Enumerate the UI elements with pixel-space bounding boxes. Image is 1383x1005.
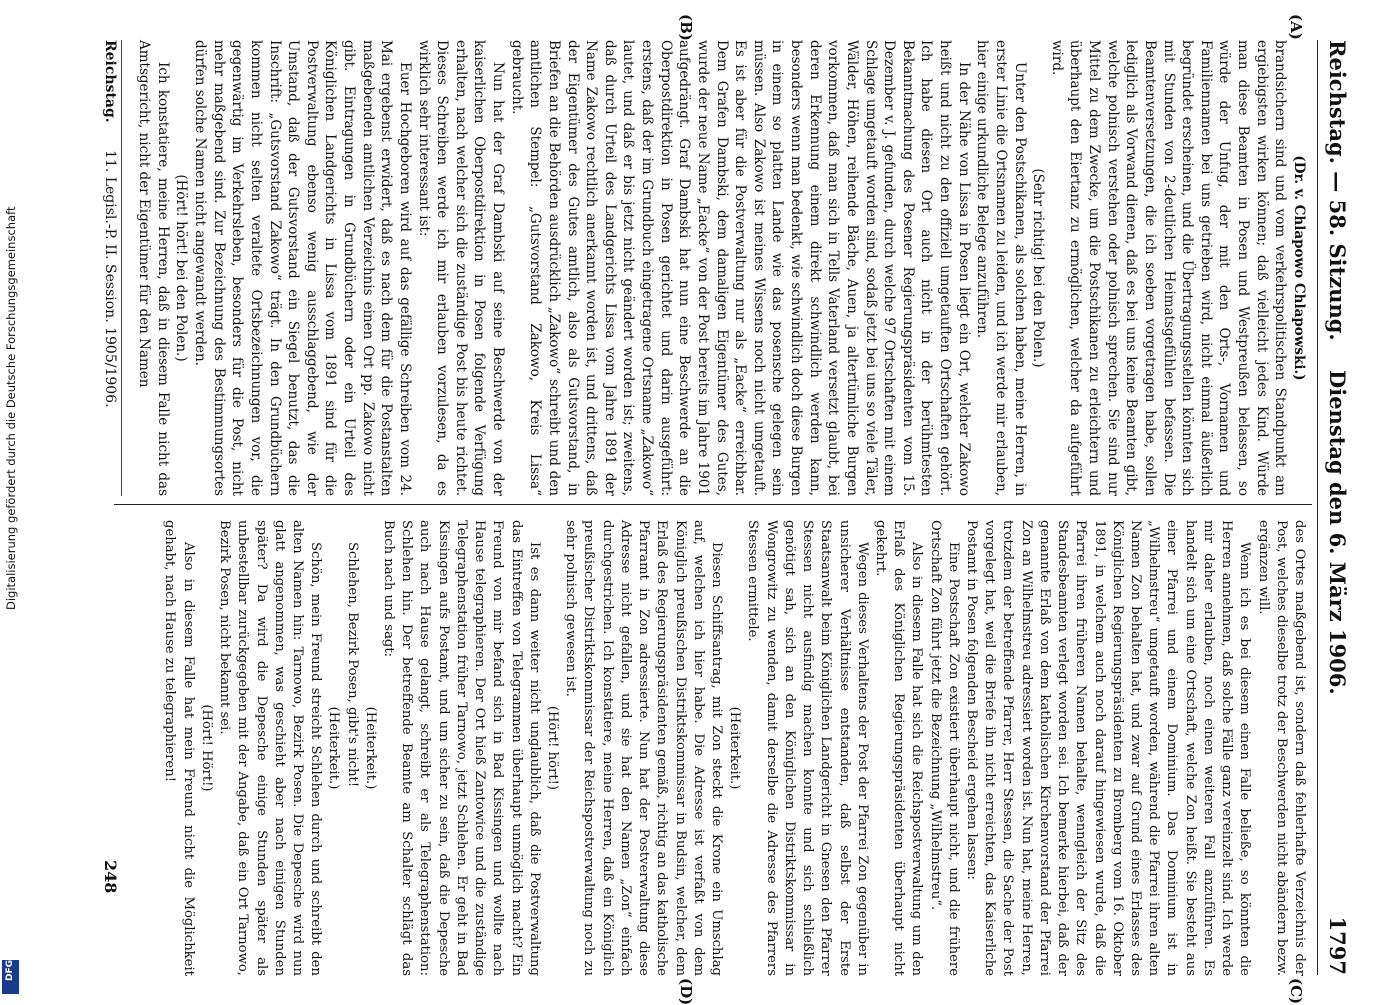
running-head [1317, 40, 1352, 975]
footer [99, 40, 122, 496]
paragraph: Schlehen, Bezirk Posen, gibt's nicht! [344, 542, 360, 788]
interjection: (Heiterkeit.) [362, 706, 378, 790]
speaker-line: (Dr. v. Chlapowo Chlapowski.) [1291, 155, 1307, 381]
interjection: (Hört! hört! bei den Polen.) [173, 174, 190, 362]
column-divider [114, 504, 1312, 505]
quoted-paragraph: Euer Hochgeboren wird auf das gefällige Schreiben vom 24. Mai ergebenst erwidert, daß es nach dem für die Postanstalten maßgebenden amtlichen Verzeichnis einen Ort pp. Zakowo nicht gibt. Eintragungen in Grundbüchern oder ein Urteil des Königlichen Landgerichts in Lissa vom 1891 sind für die Postverwaltung ebenso wenig ausschlaggebend, wie der Umstand, daß der Gutsvorstand ein Siegel benutzt, das die Inschrift: „Gutsvorstand Zakowo“ trägt. In den Grundbüchern kommen nicht selten veraltete Ortsbezeichnungen vor, die gegenwärtig im Verkehrsleben, besonders für die Post, nicht mehr maßgebend sind. Zur Bezeichnung des Bestimmungsortes dürfen solche Namen nicht angewandt werden. [192, 40, 413, 496]
header-left: Reichstag. — 58. Sitzung. [1325, 40, 1350, 341]
interjection: (Hört! Hört!) [198, 704, 214, 792]
quoted-paragraph: Eine Postschaft Zon existiert überhaupt nicht, und die frühere Ortschaft Zon führt jetzt die Bezeichnung „Wilhelmstreu“. [927, 520, 961, 976]
margin-mark-d: (D) [677, 978, 695, 1005]
margin-mark-c: (C) [1287, 978, 1305, 1005]
paragraph: Wegen dieses Verhaltens der Post der Pfarrei Zon gegenüber in unsicherer Verhältnisse entstanden, daß selbst der Erste Staatsanwalt beim Königlichen Landgericht in Gnesen den Pfarrer Stessen nicht ausfindig machen konnte und sich schließlich genötigt sah, sich an den Königlichen Distriktskommissar in Wongrowitz zu wenden, damit derselbe die Adresse des Pfarrers Stessen ermittele. [745, 520, 870, 976]
scanned-page [85, 0, 1360, 1005]
margin-mark-a: (A) [1287, 14, 1305, 40]
header-page-label: 1797 [1325, 916, 1350, 975]
interjection: (Heiterkeit.) [326, 706, 342, 790]
header-date: Dienstag den 6. März 1906. [1325, 370, 1350, 695]
paragraph: Also in diesem Falle hat sich die Reichspostverwaltung um den Erlaß des Königlichen Regierungspräsidenten überhaupt nicht gekehrt. [872, 520, 925, 976]
digitization-note-text: Digitalisierung gefördert durch die Deutsche Forschungsgemeinschaft [4, 206, 18, 610]
interjection: (Hört! hört!) [545, 705, 561, 791]
paragraph: Schön, mein Freund streicht Schlehen durch und schreibt den alten Namen hin: Tarnowo, Bezirk Posen. Die Depesche wird nun glatt angenommen, was geschieht aber nach einigen Stunden später? Da wird die Depesche einige Stunden später als unbestellbar zurückgegeben mit der Angabe, daß ein Ort Tarnowo, Bezirk Posen, nicht bekannt sei. [217, 520, 324, 976]
paragraph: Ist es dann weiter nicht unglaublich, daß die Postverwaltung das Eintreffen von Telegrammen überhaupt unmöglich macht? Ein Freund von mir befand sich in Bad Kissingen und wollte nach Hause telegraphieren. Der Ort hieß Zantowice und die zuständige Telegraphenstation früher Tarnowo, jetzt Schlehen. Er geht in Bad Kissingen aufs Postamt, und um sicher zu sein, daß die Depesche auch nach Hause gelangt, schreibt er als Telegraphenstation: Schlehen hin. Der betreffende Beamte am Schalter schlägt das Buch nach und sagt: [381, 520, 542, 976]
interjection: (Sehr richtig! bei den Polen.) [1030, 168, 1047, 368]
paragraph: Diesen Schiffsantrag, mit Zon steckt die Krone ein Umschlag auf, welchen ich hier habe. Die Adresse ist verfaßt von dem Königlich preußischen Distriktskommissar in Budsin, welcher, dem Erlaß des Regierungspräsidenten gemäß, richtig an das katholische Pfarramt in Zon adressierte. Nun hat der Postverwaltung diese Adresse nicht gefallen, und sie hat den Namen „Zon“ einfach durchgestrichen. Ich konstatiere, meine Herren, daß ein Königlich preußischer Distriktskommissar der Reichspostverwaltung noch zu sehr polnisch gewesen ist. [563, 520, 724, 976]
page-number: 248 [101, 860, 120, 894]
left-column [135, 40, 1308, 496]
footer-signature: Reichstag. [102, 40, 118, 123]
paragraph: Unter den Postschikanen, als solchen haben, meine Herren, in erster Linie die Ortsnamen zu leiden, und ich werde mir erlauben, hier einige urkundliche Belege anzuführen. [974, 40, 1028, 496]
paragraph: Wenn ich es bei diesem einen Falle beließe, so könnten die Herren annehmen, daß solche Fälle ganz vereinzelt sind. Ich werde mir daher erlauben, noch einen weiteren Fall anzuführen. Es handelt sich um eine Ortschaft, welche Zon heißt. Sie besteht aus einer Pfarrei und einem Dominium. Das Dominium ist in „Wilhelmstreu“ umgetauft worden, während die Pfarrei ihren alten Namen Zon behalten hat, und zwar auf Grund eines Erlasses des Königlichen Regierungspräsidenten zu Bromberg vom 16. Oktober 1891, in welchem auch noch darauf hingewiesen wurde, daß die Pfarrei ihren früheren Namen behalte, wenngleich der Sitz des Standesbeamten verlegt worden sei. Ich bemerke hierbei, daß der genannte Erlaß von dem katholischen Kirchenvorstand der Pfarrei Zon an Wilhelmstreu adressiert worden ist. Nun hat, meine Herren, trotzdem der betreffende Pfarrer, Herr Stessen, die Sache der Post vorgelegt hat, weil die Briefe ihn nicht erreichten, das Kaiserliche Postamt in Posen folgenden Bescheid ergehen lassen: [964, 520, 1253, 976]
paragraph: In der Nähe von Lissa in Posen liegt ein Ort, welcher Zakowo heißt und nicht zu den offiziell umgetauften Ortschaften gehört. Ich habe diesen Ort auch nicht in der berühmtesten Bekanntmachung des Posener Regierungspräsidenten vom 15. Dezember v. J. gefunden, durch welche 97 Ortschaften mit einem Schlage umgetauft worden sind, sodaß jetzt bei uns so viele Täler, Wälder, Höhen, reihende Bäche, Auen, ja altertümliche Burgen vorkommen, daß man sich in Tells Vaterland versetzt glaubt, bei deren Erkennung einem direkt schwindlich werden kann, besonders wenn man bedenkt, wie schwindlich doch diese Burgen in einem so platten Lande wie das posensche gelegen sein müssen. Also Zakowo ist meines Wissens noch nicht umgetauft. Es ist aber für die Postverwaltung nur als „Eacke“ erreichbar. Dem Grafen Dambski, dem damaligen Eigentümer des Gutes, wurde der neue Name „Eacke“ von der Post bereits im Jahre 1901 aufgedrängt. Graf Dambski hat nun eine Beschwerde an die Oberpostdirektion in Posen gerichtet und darin ausgeführt: erstens, daß der im Grundbuch eingetragene Ortsname „Zakowo“ lautet, und daß er bis jetzt nicht geändert worden ist; zweitens, daß durch Urteil des Landgerichts Lissa vom Jahre 1891 der Name Zakowo rechtlich anerkannt worden ist, und drittens, daß der Eigentümer des Gutes amtlich, also als Gutsvorstand, in Briefen an die Behörden ausdrücklich „Zakowo“ schreibt und den amtlichen Stempel: „Gutsvorstand Zakowo, Kreis Lissa“ gebraucht. [508, 40, 972, 496]
footer-session: 11. Legisl.-P. II. Session. 1905/1906. [102, 150, 118, 408]
right-column [160, 520, 1308, 976]
paragraph: Also in diesem Falle hat mein Freund nicht die Möglichkeit gehabt, nach Hause zu telegraphieren! [162, 520, 196, 976]
dfg-logo [2, 960, 19, 994]
digitization-note [4, 206, 20, 610]
interjection: (Heiterkeit.) [727, 706, 743, 790]
paragraph: Ich konstatiere, meine Herren, daß in diesem Falle nicht das Amtsgericht, nicht der Eigentümer für den Namen [136, 40, 171, 496]
paragraph: Nun hat der Graf Dambski auf seine Beschwerde von der kaiserlichen Oberpostdirektion in Posen folgende Verfügung erhalten, nach welcher sich die zuständige Post bis heute richtet. Dieses Schreiben werde ich mir erlauben vorzulesen, da es wirklich sehr interessant ist: [415, 40, 507, 496]
dfg-logo-text: DFG [5, 960, 15, 982]
paragraph: des Ortes maßgebend ist, sondern daß fehlerhafte Verzeichnis der Post, welches dieselbe trotz der Beschwerden nicht abändern bezw. ergänzen will. [1255, 520, 1307, 976]
margin-mark-b: (B) [677, 14, 695, 41]
paragraph: brandsichern sind und vom verkehrspolitischen Standpunkt am ergiebigsten wirken können; daß vielleicht jedes Kind. Würde man diese Beamten in Posen und Westpreußen belassen, so würde der Unfug, der mit den Orts-, Vornamen und Familiennamen bei uns getrieben wird, nicht einmal äußerlich begründet erscheinen, und die Übertragungsstellen könnten sich mit Stunden von 2-deutlichen Heimatsgefühlen befassen. Die Beamtenversetzungen, die ich soeben vorgetragen habe, sollen lediglich als Vorwand dienen, daß es bei uns keine Beamten gibt, welche polnisch verstehen oder polnisch sprechen. Sie sind nur Mittel zu dem Zwecke, um die Postschikanen zu erleichtern und überhaupt den Eiertanz zu ermöglichen, welcher da aufgeführt wird. [1048, 40, 1289, 496]
